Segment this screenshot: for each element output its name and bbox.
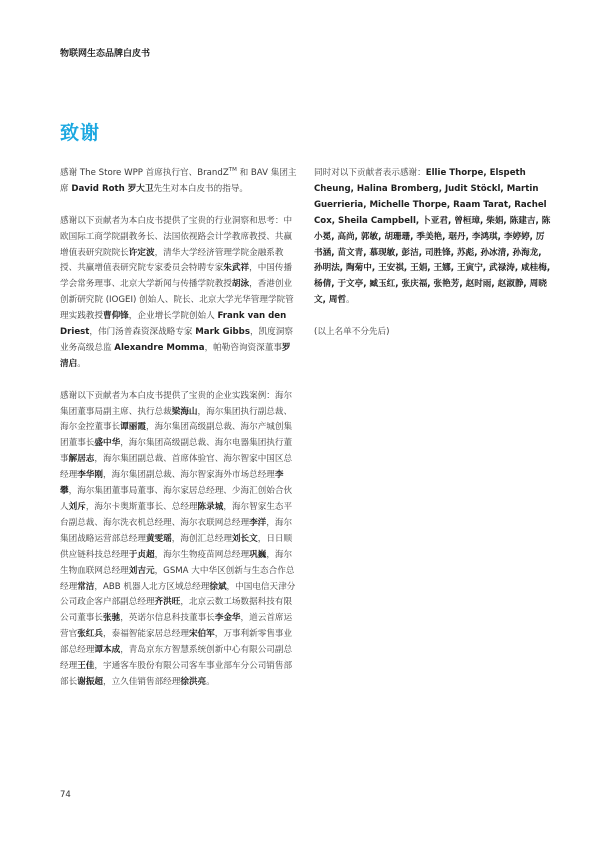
contributor-name: 李洋 [249,517,267,528]
body-text: ，海尔智家生态平台副总裁、海尔洗衣机总经理、海尔衣联网总经理 [60,502,293,528]
other-contributors-paragraph [314,166,552,309]
contributor-name: 罗清启 [60,342,291,369]
body-text: ，海尔集团高级副总裁、海尔产城创集团董事长 [60,422,293,449]
body-text: ，伟门汤普森资深战略专家 [89,327,196,338]
page-number: 74 [60,790,71,800]
body-text: ，日日顺供应链科技总经理 [60,533,293,560]
header-title: 物联网生态品牌白皮书 [60,49,151,59]
body-text: ，海创汇总经理 [171,533,232,544]
body-text: ，道云首席运营官 [60,613,293,640]
ordering-note: (以上名单不分先后) [314,327,390,338]
right-column [314,166,552,357]
body-text: 感谢以下贡献者为本白皮书提供了宝贵的企业实践案例：海尔集团董事局副主席、执行总裁 [60,390,293,417]
body-text: 同时对以下贡献者表示感谢： [314,168,426,178]
body-text: ，海尔集团高级副总裁、海尔电器集团执行董事 [60,438,293,465]
contributor-name: 巩巍 [249,549,267,560]
body-text: ，海尔集团副总裁、海尔智家海外市场总经理 [103,470,275,481]
guidance-text-pre: 感谢 The Store WPP 首席执行官、BrandZ [60,168,229,178]
contributor-name: 黄雯瑶 [145,533,172,544]
contributor-name: 王佳 [77,661,95,672]
body-text: ，海尔卡奥斯董事长、总经理 [85,502,198,512]
body-text: ，立久佳销售部经理 [103,676,181,687]
contributor-name: 谭丽霞 [120,422,146,433]
body-text: ，万事利新零售事业部总经理 [60,629,293,656]
body-text: ，中国传播学会常务理事、北京大学新闻与传播学院教授 [60,263,293,290]
contributor-name: 徐洪亮 [180,676,207,687]
guidance-name: David Roth 罗大卫 [71,183,154,194]
body-text: 。 [206,676,215,687]
section-title: 致谢 [60,122,101,144]
contributor-name: 刘长文 [231,533,258,544]
body-text: ，英诺尔信息科技董事长 [120,613,215,624]
contributor-name: 曹仰锋 [102,311,129,322]
guidance-text-post: 先生对本白皮书的指导。 [153,183,249,194]
contributor-name: 宋伯军 [188,629,215,640]
body-text: 。 [77,358,86,369]
contributor-name: 陈录城 [197,502,224,512]
body-text: ，清华大学经济管理学院金融系教授、共赢增值表研究院专家委员会特聘专家 [60,247,284,274]
body-text: 感谢以下贡献者为本白皮书提供了宝贵的行业洞察和思考：中欧国际工商学院副教务长、法国依视路会计学教席教授、共赢增值表研究院院长 [60,215,293,258]
contributor-name: Alexandre Momma [114,342,205,353]
contributor-name: 李华刚 [77,470,103,481]
contributor-name: Ellie Thorpe, Elspeth Cheung, Halina Bromberg, Judit Stöckl, Martin Guerrieria, Michelle Thorpe, Raam Tarat, Rachel Cox, Sheila Campbell, 卜亚君, 曾桓璋, 柴娟, 陈建吉, 陈小冕, 高尚, 郭敏, 胡珊珊, 季美艳, 琚丹, 李鸿琪, 李婷婷, 厉书涵, 苗文青, 慕现敏, 彭洁, 司胜锋, 苏彪, 孙冰清, 孙海龙, 孙明法, 陶菊中, 王安祺, 王娟, 王娜, 王寅宁, 武禄涛, 咸桂梅, 杨倩, 于文亭, 臧玉红, 张庆福, 张艳芳, 赵时雨, 赵淑静, 周晓文, 周哲 [314,168,551,306]
body-text: ，中国电信天津分公司政企客户部副总经理 [60,581,296,608]
contributor-name: 李攀 [60,470,284,497]
body-text: ，香港创业创新研究院 (IOGEI) 创始人、院长、北京大学光华管理学院管理实践教授 [60,279,294,322]
body-text: ，海尔集团副总裁、首席体验官、海尔智家中国区总经理 [60,454,293,481]
contributor-name: 齐洪旺 [154,597,181,608]
contributor-name: 张驰 [102,613,121,624]
body-text: ，宇通客车股份有限公司客车事业部车分公司销售部部长 [60,661,293,687]
contributor-name: 李金华 [214,613,241,624]
body-text: 。 [346,295,355,306]
trademark-mark: TM [228,167,237,174]
left-column [60,166,297,707]
body-text: ，帕勒咨询资深董事 [204,342,282,353]
contributor-name: 胡泳 [231,279,250,290]
contributor-name: Frank van den Driest [60,311,287,338]
body-text: ，ABB 机器人北方区域总经理 [94,581,210,592]
guidance-text-mid: 和 BAV 集团主席 [60,168,297,194]
contributor-name: 张红兵 [77,629,103,640]
body-text: ，海尔生物疫苗网总经理 [154,549,250,560]
body-text: ，泰福智能家居总经理 [103,629,189,640]
contributor-name: 解居志 [68,454,95,465]
body-text: ，凯度洞察业务高级总监 [60,327,293,353]
enterprise-contributors-paragraph [60,389,297,691]
contributor-name: 许定波 [128,247,155,258]
contributor-name: 谢振超 [77,676,103,687]
body-text: ，海尔生物血联网总经理 [60,549,293,576]
contributor-name: Mark Gibbs [195,327,250,338]
industry-contributors-paragraph [60,214,297,373]
body-text: ，北京云数工场数据科技有限公司董事长 [60,597,293,624]
contributor-name: 常洁 [77,581,95,592]
contributor-name: 梁海山 [171,406,198,417]
contributor-name: 盛中华 [94,438,121,449]
contributor-name: 徐斌 [209,581,227,592]
contributor-name: 刘吉元 [128,565,155,576]
body-text: ，企业增长学院创始人 [128,311,218,322]
guidance-paragraph [60,166,297,198]
contributor-name: 朱武祥 [223,263,250,274]
body-text: ，海尔集团执行副总裁、海尔金控董事长 [60,406,293,433]
body-text: ，青岛京东方智慧系统创新中心有限公司副总经理 [60,645,293,672]
contributor-name: 刘斥 [68,502,86,512]
contributor-name: 于贞超 [128,549,155,560]
body-text: ，GSMA 大中华区创新与生态合作总经理 [60,565,295,592]
contributor-name: 谭本成 [94,645,121,656]
body-text: ，海尔集团董事局董事、海尔家居总经理、少海汇创始合伙人 [60,486,293,512]
body-text: ，海尔集团战略运营部总经理 [60,517,293,544]
